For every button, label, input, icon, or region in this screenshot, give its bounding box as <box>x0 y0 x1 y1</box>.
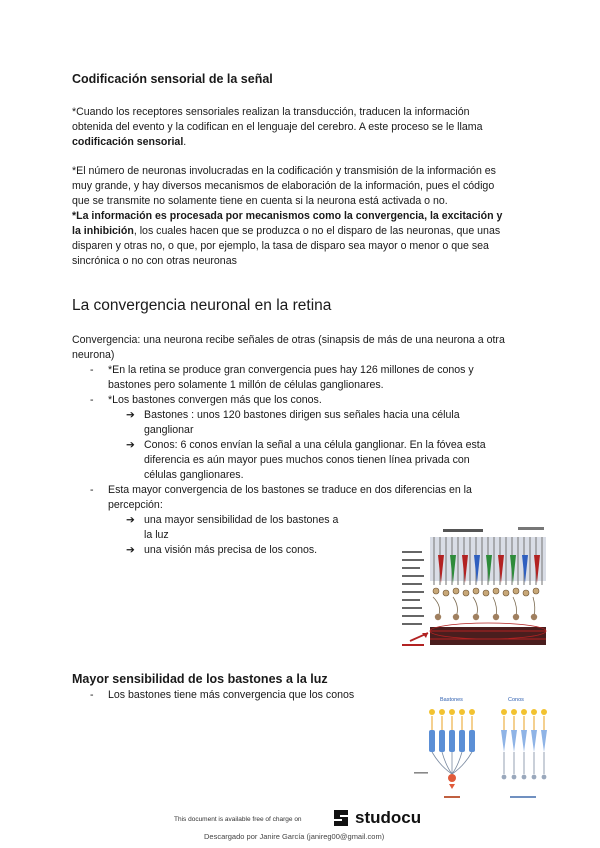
footer-download-text: Descargado por Janire García (janireg00@gmail.com) <box>204 832 385 841</box>
s3-b1: Los bastones tiene más convergencia que los conos <box>108 689 355 701</box>
b2b-line1: Conos: 6 conos envían la señal a una célula ganglionar. En la fóvea esta <box>144 439 486 451</box>
rods-cones-diagram <box>410 692 560 807</box>
b2a-line2: ganglionar <box>144 424 194 436</box>
para3-line4: sincrónica o no con otras neuronas <box>72 255 237 267</box>
section-title-codificacion: Codificación sensorial de la señal <box>72 72 273 86</box>
rods-cones-figure <box>410 692 560 807</box>
b2-line: *Los bastones convergen más que los conos. <box>108 394 322 406</box>
para1-line3: codificación sensorial. <box>72 136 187 148</box>
b2b-line3: células ganglionares. <box>144 469 244 481</box>
studocu-logo-icon <box>331 806 353 830</box>
para2-line1: *El número de neuronas involucradas en la codificación y transmisión de la información es <box>72 165 496 177</box>
b1-line2: bastones pero solamente 1 millón de células ganglionares. <box>108 379 384 391</box>
b3b-line: una visión más precisa de los conos. <box>144 544 318 556</box>
dash-bullet: - <box>90 364 94 376</box>
dash-bullet: - <box>90 484 94 496</box>
para3-line3: disparen y otras no, o que, por ejemplo, la tasa de disparo sea mayor o menor o que sea <box>72 240 489 252</box>
arrow-bullet-icon: ➔ <box>126 439 135 451</box>
para3-line1: *La información es procesada por mecanismos como la convergencia, la excitación y <box>72 210 503 222</box>
intro-line1: Convergencia: una neurona recibe señales de otras (sinapsis de más de una neurona a otra <box>72 334 505 346</box>
b3a-line1: una mayor sensibilidad de los bastones a <box>144 514 339 526</box>
b1-line1: *En la retina se produce gran convergencia pues hay 126 millones de conos y <box>108 364 474 376</box>
label-rods: Bastones <box>440 697 463 703</box>
arrow-bullet-icon: ➔ <box>126 544 135 556</box>
para1-line1: *Cuando los receptores sensoriales realizan la transducción, traducen la información <box>72 106 470 118</box>
para2-line2: muy grande, y hay diversos mecanismos de elaboración de la información, pues el código <box>72 180 495 192</box>
intro-line2: neurona) <box>72 349 115 361</box>
para1-line2: obtenida del evento y la codifican en el lenguaje del cerebro. A este proceso se le llama <box>72 121 483 133</box>
para3-line2: la inhibición, los cuales hacen que se produzca o no el disparo de las neuronas, que unas <box>72 225 501 237</box>
para1-bold-term: codificación sensorial <box>72 136 184 148</box>
b2b-line2: diferencia es aún mayor pues muchos conos tienen línea privada con <box>144 454 470 466</box>
footer-available-text: This document is available free of charge on <box>174 816 302 823</box>
retina-layers-figure <box>398 525 548 660</box>
b3-line1: Esta mayor convergencia de los bastones se traduce en dos diferencias en la <box>108 484 472 496</box>
arrow-bullet-icon: ➔ <box>126 514 135 526</box>
dash-bullet: - <box>90 394 94 406</box>
b3a-line2: la luz <box>144 529 169 541</box>
section-title-sensibilidad: Mayor sensibilidad de los bastones a la luz <box>72 672 328 686</box>
dash-bullet: - <box>90 689 94 701</box>
b3-line2: percepción: <box>108 499 163 511</box>
studocu-brand[interactable]: studocu <box>355 808 422 827</box>
b2a-line1: Bastones : unos 120 bastones dirigen sus señales hacia una célula <box>144 409 460 421</box>
section-title-convergencia: La convergencia neuronal en la retina <box>72 297 332 314</box>
label-cones: Conos <box>508 697 524 703</box>
arrow-bullet-icon: ➔ <box>126 409 135 421</box>
para2-line3: que se transmite no solamente tiene en cuenta si la neurona está activada o no. <box>72 195 448 207</box>
